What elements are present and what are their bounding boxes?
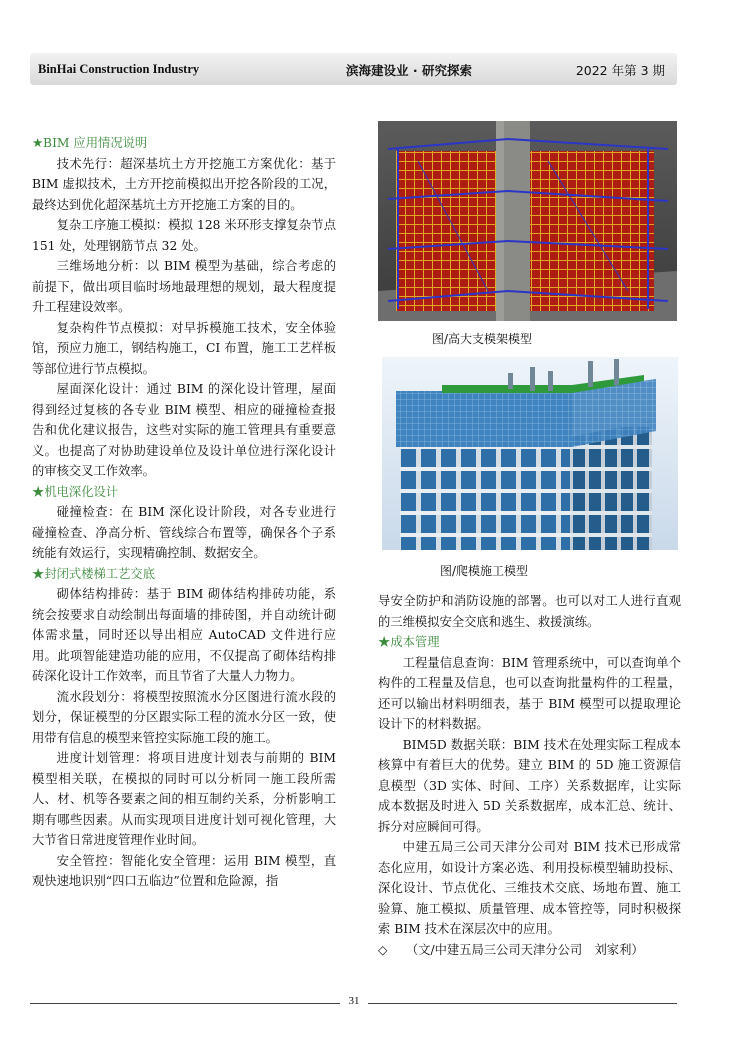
page-number: 31 — [348, 995, 360, 1007]
section-heading: ★机电深化设计 — [32, 484, 119, 499]
author-signature: ◇ （文/中建五局三公司天津分公司 刘家利） — [378, 942, 644, 957]
paragraph: 技术先行：超深基坑土方开挖施工方案优化：基于 BIM 虚拟技术，土方开挖前模拟出开挖各阶段的工况，最终达到优化超深基坑土方开挖施工方案的目的。 — [32, 156, 336, 212]
paragraph: 导安全防护和消防设施的部署。也可以对工人进行直观的三维模拟安全交底和逃生、救援演练。 — [378, 594, 681, 629]
paragraph: 中建五局三公司天津分公司对 BIM 技术已形成常态化应用，如设计方案必选、利用投标模型辅助投标、深化设计、节点优化、三维技术交底、场地布置、施工验算、施工模拟、质量管理、成本管控等，同时积极探索 BIM 技术在深层次中的应用。 — [378, 840, 681, 936]
paragraph: 碰撞检查：在 BIM 深化设计阶段，对各专业进行碰撞检查、净高分析、管线综合布置等，确保各个子系统能有效运行，实现精确控制、数据安全。 — [32, 505, 336, 560]
star-icon: ★ — [32, 566, 45, 581]
paragraph: 流水段划分：将模型按照流水分区图进行流水段的划分，保证模型的分区跟实际工程的流水分区一致，使用带有信息的模型来管控实际施工段的施工。 — [32, 689, 336, 745]
running-header — [30, 53, 677, 85]
figure-caption: 图/高大支模架模型 — [432, 332, 533, 346]
issue-number: 2022 年第 3 期 — [575, 63, 665, 78]
paragraph: 进度计划管理：将项目进度计划表与前期的 BIM 模型相关联，在模拟的同时可以分析同一施工段所需人、材、机等各要素之间的相互制约关系，分析影响工期有哪些因素。从而实现项目进度计划可视化管理，大大节省日常进度管理作业时间。 — [32, 751, 336, 847]
footer-rule-left — [30, 1003, 340, 1004]
paragraph: 工程量信息查询：BIM 管理系统中，可以查询单个构件的工程量及信息，也可以查询批量构件的工程量，还可以输出材料明细表，基于 BIM 模型可以提取理论设计下的材料数据。 — [378, 655, 681, 731]
figure-caption: 图/爬模施工模型 — [440, 564, 529, 578]
right-column — [378, 591, 681, 960]
left-column — [32, 133, 336, 892]
star-icon: ★ — [32, 484, 45, 499]
paragraph: 复杂工序施工模拟：模拟 128 米环形支撑复杂节点 151 处，处理钢筋节点 32 处。 — [32, 218, 336, 253]
paragraph: 三维场地分析：以 BIM 模型为基础，综合考虑的前提下，做出项目临时场地最理想的规划，最大程度提升工程建设效率。 — [32, 259, 336, 314]
formwork-scaffold-model-image — [378, 121, 677, 321]
section-heading: ★BIM 应用情况说明 — [32, 136, 148, 150]
section-heading: ★成本管理 — [378, 635, 440, 649]
section-heading: ★封闭式楼梯工艺交底 — [32, 566, 155, 581]
journal-section-title: 滨海建设业 · 研究探索 — [346, 63, 472, 78]
paragraph: BIM5D 数据关联：BIM 技术在处理实际工程成本核算中有着巨大的优势。建立 BIM 的 5D 施工资源信息模型（3D 实体、时间、工序）关系数据库，让实际成本数据及时进入 5D 关系数据库，成本汇总、统计、拆分对应瞬间可得。 — [378, 737, 681, 834]
star-icon: ★ — [378, 635, 391, 649]
page-footer — [30, 997, 677, 1011]
climbing-formwork-model-image — [382, 357, 678, 550]
journal-english-name: BinHai Construction Industry — [38, 62, 200, 76]
paragraph: 复杂构件节点模拟：对早拆模施工技术，安全体验馆，预应力施工，钢结构施工，CI 布置，施工工艺样板等部位进行节点模拟。 — [32, 320, 336, 376]
footer-rule-right — [368, 1003, 677, 1004]
star-icon: ★ — [32, 136, 44, 150]
paragraph: 砌体结构排砖：基于 BIM 砌体结构排砖功能，系统会按要求自动绘制出每面墙的排砖图，并自动统计砌体需求量，同时还以导出相应 AutoCAD 文件进行应用。此项智能建造功能的应用，不仅提高了砌体结构排砖深化设计工作效率，而且节省了大量人力物力。 — [32, 587, 336, 683]
paragraph: 屋面深化设计：通过 BIM 的深化设计管理，屋面得到经过复核的各专业 BIM 模型、相应的碰撞检查报告和优化建议报告，这些对实际的施工管理具有重要意义。也提高了对协助建设单位及设计单位进行深化设计的审核交叉工作效率。 — [32, 382, 336, 478]
paragraph: 安全管控：智能化安全管理：运用 BIM 模型，直观快速地识别“四口五临边”位置和危险源，指 — [32, 853, 336, 888]
